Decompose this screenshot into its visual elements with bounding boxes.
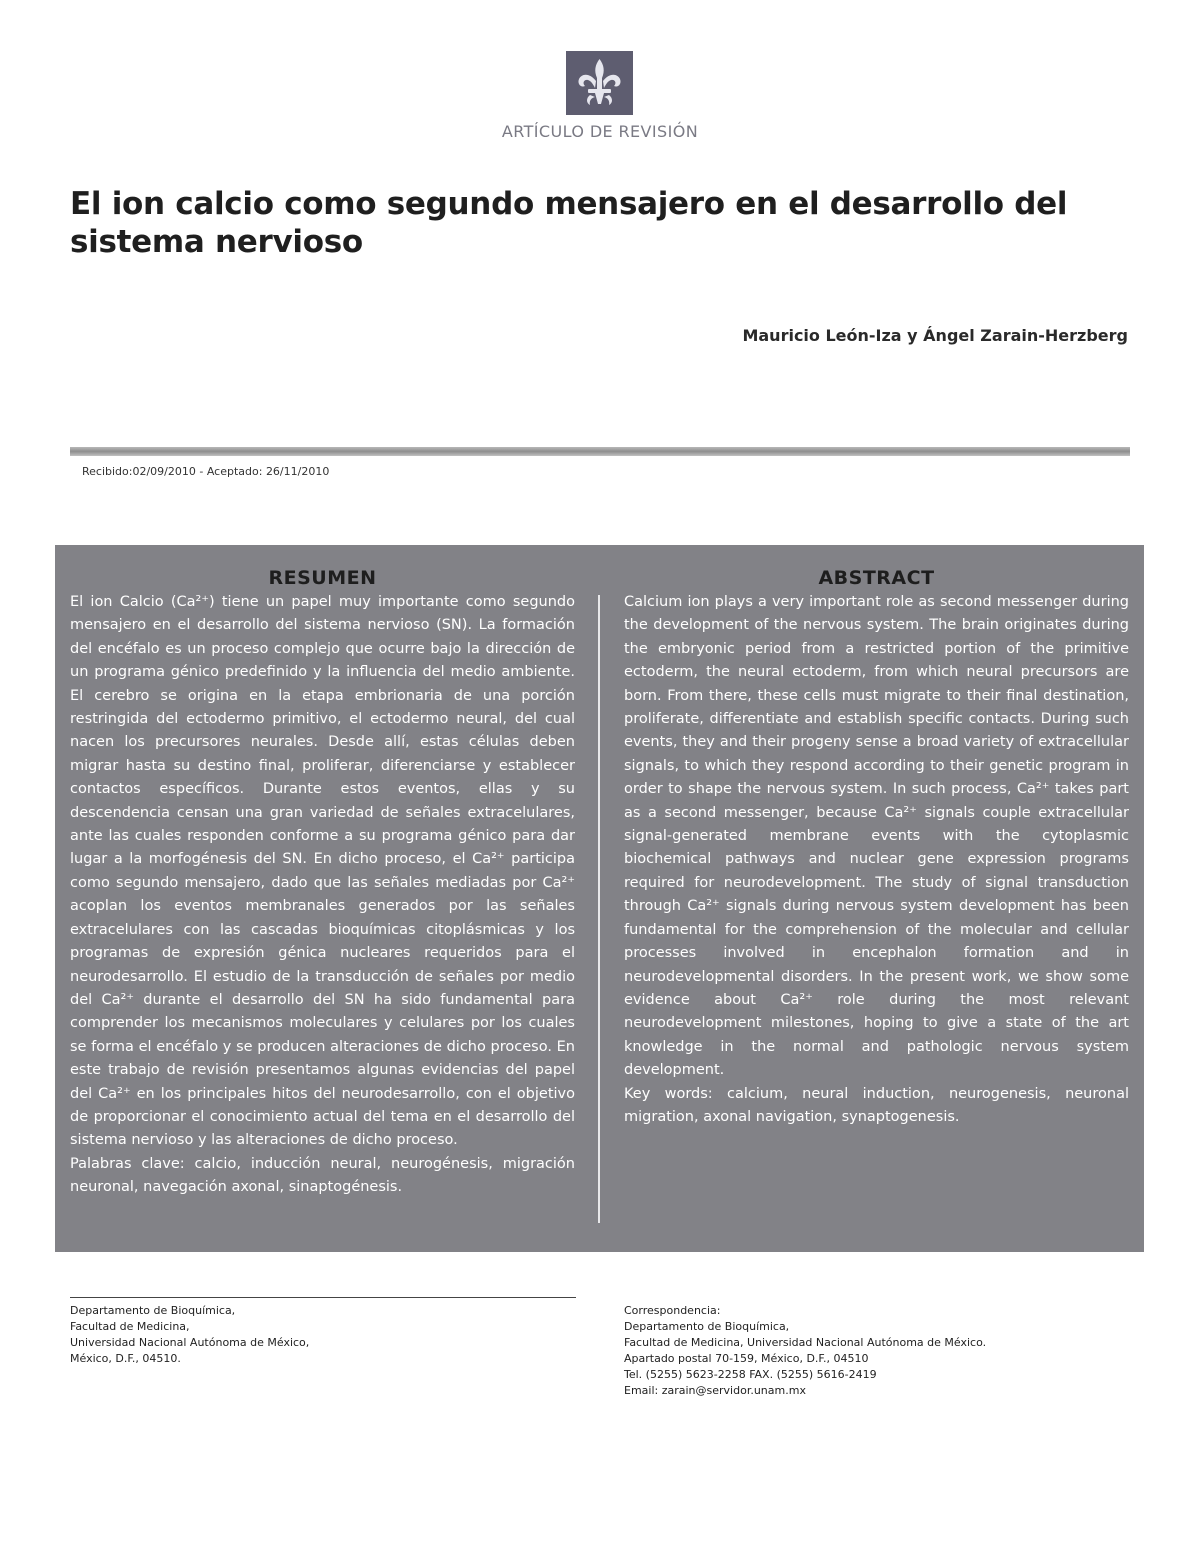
resumen-keywords: Palabras clave: calcio, inducción neural, neurogénesis, migración neuronal, navegación axonal, sinaptogénesis.	[70, 1155, 575, 1196]
correspondence-line: Facultad de Medicina, Universidad Nacional Autónoma de México.	[624, 1336, 987, 1349]
affiliation-block	[70, 1303, 309, 1367]
abstract-heading: ABSTRACT	[818, 567, 935, 589]
correspondence-line: Apartado postal 70-159, México, D.F., 04510	[624, 1352, 869, 1365]
fleur-de-lis-icon	[566, 51, 633, 115]
affiliation-line: México, D.F., 04510.	[70, 1352, 181, 1365]
correspondence-block	[624, 1303, 986, 1399]
journal-logo	[566, 51, 633, 115]
affiliation-line: Universidad Nacional Autónoma de México,	[70, 1336, 310, 1349]
header-divider	[70, 447, 1130, 456]
article-title: El ion calcio como segundo mensajero en el desarrollo del sistema nervioso	[70, 186, 1068, 260]
correspondence-email: Email: zarain@servidor.unam.mx	[624, 1384, 806, 1397]
abstract-body: Calcium ion plays a very important role as second messenger during the development of the nervous system. The brain originates during the embryonic period from a restricted portion of the primitive ectoderm, the neural ectoderm, from which neural precursors are born. From there, these cells must migrate to their final destination, proliferate, differentiate and establish specific contacts. During such events, they and their progeny sense a broad variety of extracellular signals, to which they respond according to their genetic program in order to shape the nervous system. In such process, Ca²⁺ takes part as a second messenger, because Ca²⁺ signals couple extracellular signal-generated membrane events with the cytoplasmic biochemical pathways and nuclear gene expression programs required for neurodevelopment. The study of signal transduction through Ca²⁺ signals during nervous system development has been fundamental for the comprehension of the molecular and cellular processes involved in encephalon formation and in neurodevelopmental disorders. In the present work, we show some evidence about Ca²⁺ role during the most relevant neurodevelopment milestones, hoping to give a state of the art knowledge in the normal and pathologic nervous system development.	[624, 594, 1129, 1079]
affiliation-line: Facultad de Medicina,	[70, 1320, 190, 1333]
correspondence-line: Departamento de Bioquímica,	[624, 1320, 790, 1333]
resumen-column	[70, 565, 575, 1200]
footnote-divider	[70, 1297, 576, 1298]
abstract-keywords: Key words: calcium, neural induction, neurogenesis, neuronal migration, axonal navigation, synaptogenesis.	[624, 1085, 1129, 1125]
authors: Mauricio León-Iza y Ángel Zarain-Herzberg	[742, 326, 1128, 345]
abstract-column	[624, 565, 1129, 1129]
abstract-panel	[55, 545, 1144, 1252]
correspondence-line: Correspondencia:	[624, 1304, 721, 1317]
resumen-body: El ion Calcio (Ca²⁺) tiene un papel muy importante como segundo mensajero en el desarrollo del sistema nervioso (SN). La formación del encéfalo es un proceso complejo que ocurre bajo la dirección de un programa génico predefinido y la influencia del medio ambiente. El cerebro se origina en la etapa embrionaria de una porción restringida del ectodermo primitivo, el ectodermo neural, del cual nacen los precursores neurales. Desde allí, estas células deben migrar hasta su destino final, proliferar, diferenciarse y establecer contactos específicos. Durante estos eventos, ellas y su descendencia censan una gran variedad de señales extracelulares, ante las cuales responden conforme a su programa génico para dar lugar a la morfogénesis del SN. En dicho proceso, el Ca²⁺ participa como segundo mensajero, dado que las señales mediadas por Ca²⁺ acoplan los eventos membranales generados por las señales extracelulares con las cascadas bioquímicas citoplásmicas y los programas de expresión génica nucleares requeridos para el neurodesarrollo. El estudio de la transducción de señales por medio del Ca²⁺ durante el desarrollo del SN ha sido fundamental para comprender los mecanismos moleculares y celulares por los cuales se forma el encéfalo y se producen alteraciones de dicho proceso. En este trabajo de revisión presentamos algunas evidencias del papel del Ca²⁺ en los principales hitos del neurodesarrollo, con el objetivo de proporcionar el conocimiento actual del tema en el desarrollo del sistema nervioso y las alteraciones de dicho proceso.	[70, 594, 575, 1149]
resumen-heading: RESUMEN	[268, 567, 377, 589]
affiliation-line: Departamento de Bioquímica,	[70, 1304, 236, 1317]
received-accepted-dates: Recibido:02/09/2010 - Aceptado: 26/11/2010	[82, 465, 330, 478]
column-divider	[598, 595, 600, 1223]
correspondence-line: Tel. (5255) 5623-2258 FAX. (5255) 5616-2419	[624, 1368, 877, 1381]
article-type-label: ARTÍCULO DE REVISIÓN	[501, 122, 699, 141]
